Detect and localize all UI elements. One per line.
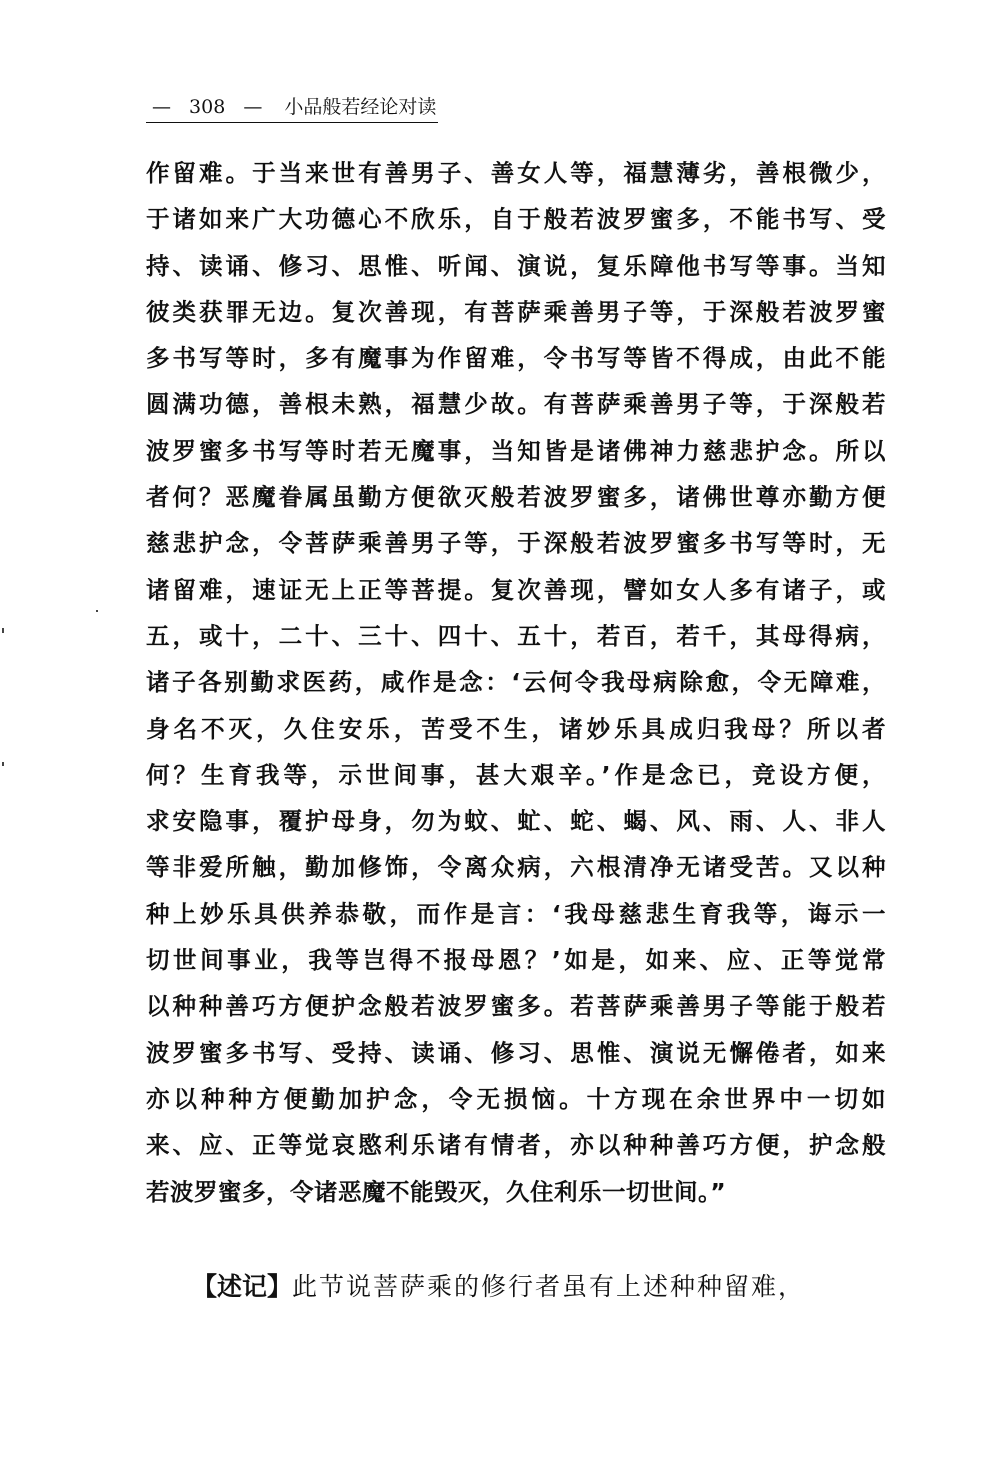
book-title: 小品般若经论对读 (284, 96, 437, 118)
text-line: 求安隐事，覆护母身，勿为蚊、虻、蛇、蝎、风、雨、人、非人 (146, 807, 886, 836)
text-line: 来、应、正等觉哀愍利乐诸有情者，亦以种种善巧方便，护念般 (146, 1131, 886, 1160)
text-line: 波罗蜜多书写等时若无魔事，当知皆是诸佛神力慈悲护念。所以 (146, 436, 886, 465)
text-line: 多书写等时，多有魔事为作留难，令书写等皆不得成，由此不能 (146, 344, 886, 373)
commentary-label: 【述记】 (192, 1272, 293, 1301)
text-line: 持、读诵、修习、思惟、听闻、演说，复乐障他书写等事。当知 (146, 251, 886, 280)
scan-speck (2, 628, 4, 633)
text-line: 何？生育我等，示世间事，甚大艰辛。’作是念已，竞设方便， (146, 760, 886, 789)
text-line: 身名不灭，久住安乐，苦受不生，诸妙乐具成归我母？所以者 (146, 714, 886, 743)
text-line: 作留难。于当来世有善男子、善女人等，福慧薄劣，善根微少， (146, 159, 886, 187)
text-line: 波罗蜜多书写、受持、读诵、修习、思惟、演说无懈倦者，如来 (146, 1038, 886, 1067)
text-line: 种上妙乐具供养恭敬，而作是言：‘我母慈悲生育我等，诲示一 (146, 899, 886, 928)
scan-speck (96, 610, 98, 612)
text-line: 等非爱所触，勤加修饰，令离众病，六根清净无诸受苦。又以种 (146, 853, 886, 882)
header-dash-right: — (243, 96, 263, 118)
scripture-text-block (146, 150, 886, 1215)
text-line: 慈悲护念，令菩萨乘善男子等，于深般若波罗蜜多书写等时，无 (146, 529, 886, 558)
text-line: 以种种善巧方便护念般若波罗蜜多。若菩萨乘善男子等能于般若 (146, 992, 886, 1021)
text-line: 者何？恶魔眷属虽勤方便欲灭般若波罗蜜多，诸佛世尊亦勤方便 (146, 483, 886, 512)
text-line: 诸子各别勤求医药，咸作是念：‘云何令我母病除愈，令无障难， (146, 668, 886, 697)
text-line: 五，或十，二十、三十、四十、五十，若百，若千，其母得病， (146, 621, 886, 650)
scan-speck (2, 762, 4, 766)
text-line: 于诸如来广大功德心不欣乐，自于般若波罗蜜多，不能书写、受 (146, 205, 886, 234)
text-line: 圆满功德，善根未熟，福慧少故。有菩萨乘善男子等，于深般若 (146, 390, 886, 419)
running-header (146, 92, 438, 123)
commentary-text: 此节说菩萨乘的修行者虽有上述种种留难， (292, 1272, 806, 1301)
text-line: 诸留难，速证无上正等菩提。复次善现，譬如女人多有诸子，或 (146, 575, 886, 604)
header-dash-left: — (152, 96, 171, 118)
commentary-paragraph (146, 1262, 886, 1312)
text-line: 若波罗蜜多，令诸恶魔不能毁灭，久住利乐一切世间。” (146, 1177, 727, 1206)
text-line: 切世间事业，我等岂得不报母恩？’如是，如来、应、正等觉常 (146, 946, 886, 975)
page-number: 308 (189, 96, 226, 118)
text-line: 亦以种种方便勤加护念，令无损恼。十方现在余世界中一切如 (146, 1084, 886, 1113)
text-line: 彼类获罪无边。复次善现，有菩萨乘善男子等，于深般若波罗蜜 (146, 297, 886, 326)
